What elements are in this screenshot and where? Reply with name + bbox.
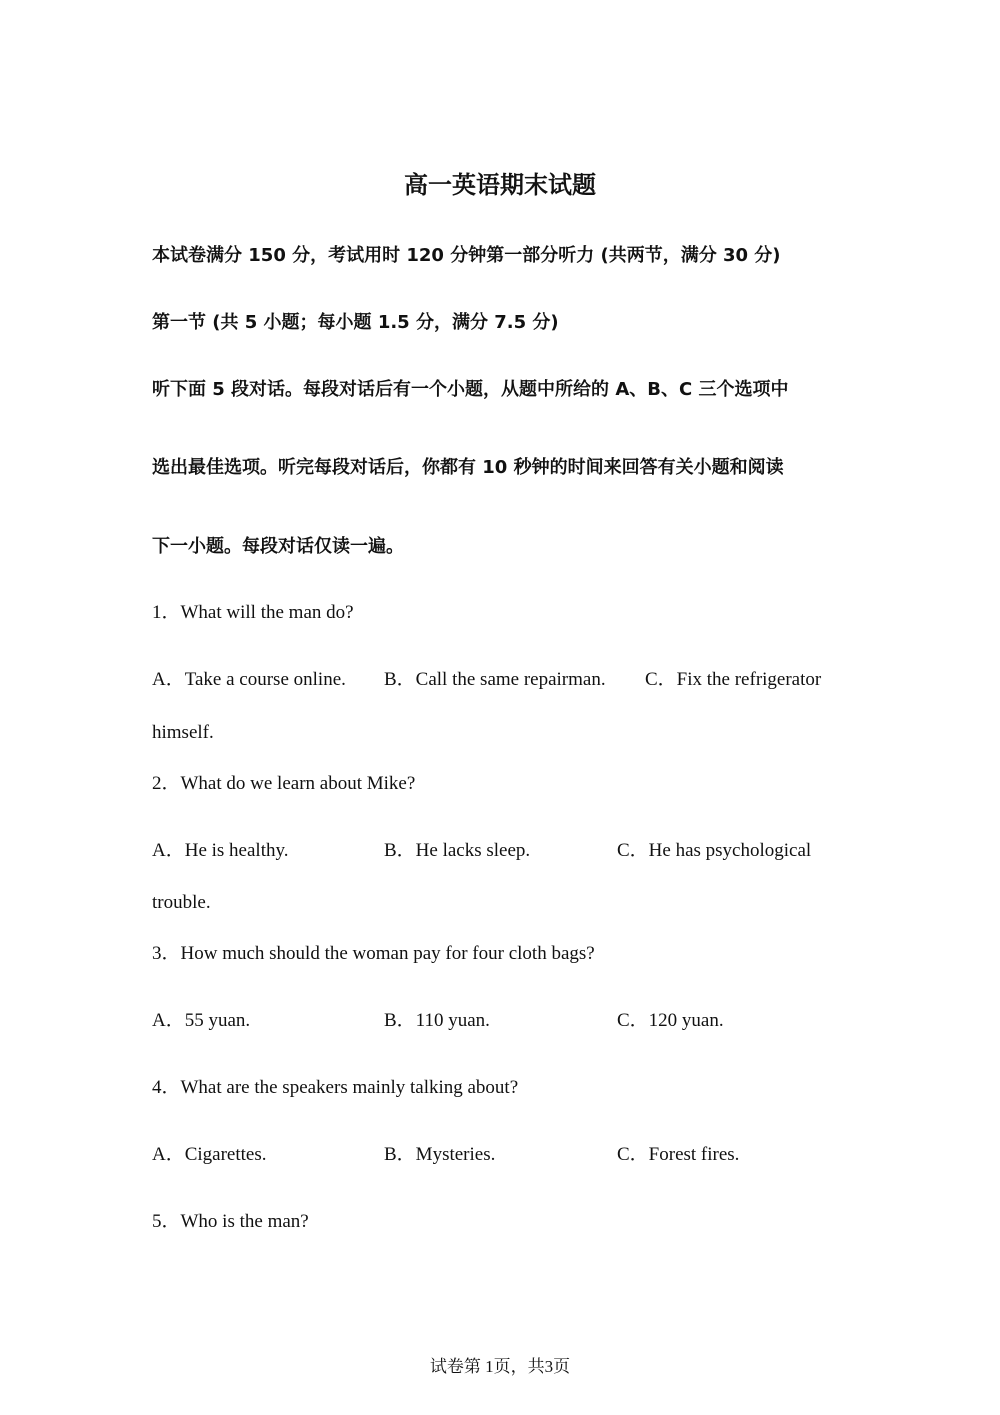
question-4-option-a: A．Cigarettes. (152, 1144, 267, 1165)
question-4-option-c: C．Forest fires. (617, 1144, 740, 1165)
intro-line-4: 选出最佳选项。听完每段对话后，你都有 10 秒钟的时间来回答有关小题和阅读 (152, 457, 784, 478)
intro-line-2: 第一节 (共 5 小题；每小题 1.5 分，满分 7.5 分) (152, 312, 559, 333)
question-2-continuation: trouble. (152, 892, 211, 913)
question-5-stem: 5．Who is the man? (152, 1211, 309, 1232)
question-3-option-c: C．120 yuan. (617, 1010, 724, 1031)
page-footer: 试卷第 1页，共3页 (429, 1357, 571, 1376)
intro-line-5: 下一小题。每段对话仅读一遍。 (152, 536, 404, 557)
intro-line-1: 本试卷满分 150 分，考试用时 120 分钟第一部分听力 (共两节，满分 30 分) (152, 245, 781, 266)
question-4-option-b: B．Mysteries. (384, 1144, 496, 1165)
question-2-stem: 2．What do we learn about Mike? (152, 773, 416, 794)
question-2-option-b: B．He lacks sleep. (384, 840, 531, 861)
question-1-stem: 1．What will the man do? (152, 602, 354, 623)
question-2-option-a: A．He is healthy. (152, 840, 289, 861)
intro-line-3: 听下面 5 段对话。每段对话后有一个小题，从题中所给的 A、B、C 三个选项中 (152, 379, 789, 400)
question-1-option-a: A．Take a course online. (152, 669, 346, 690)
question-1-option-b: B．Call the same repairman. (384, 669, 606, 690)
question-4-stem: 4．What are the speakers mainly talking about? (152, 1077, 519, 1098)
page-title: 高一英语期末试题 (404, 171, 596, 199)
question-1-option-c: C．Fix the refrigerator (645, 669, 822, 690)
question-2-option-c: C．He has psychological (617, 840, 812, 861)
question-3-option-b: B．110 yuan. (384, 1010, 490, 1031)
question-3-option-a: A．55 yuan. (152, 1010, 251, 1031)
question-3-stem: 3．How much should the woman pay for four cloth bags? (152, 943, 595, 964)
question-1-continuation: himself. (152, 722, 214, 743)
